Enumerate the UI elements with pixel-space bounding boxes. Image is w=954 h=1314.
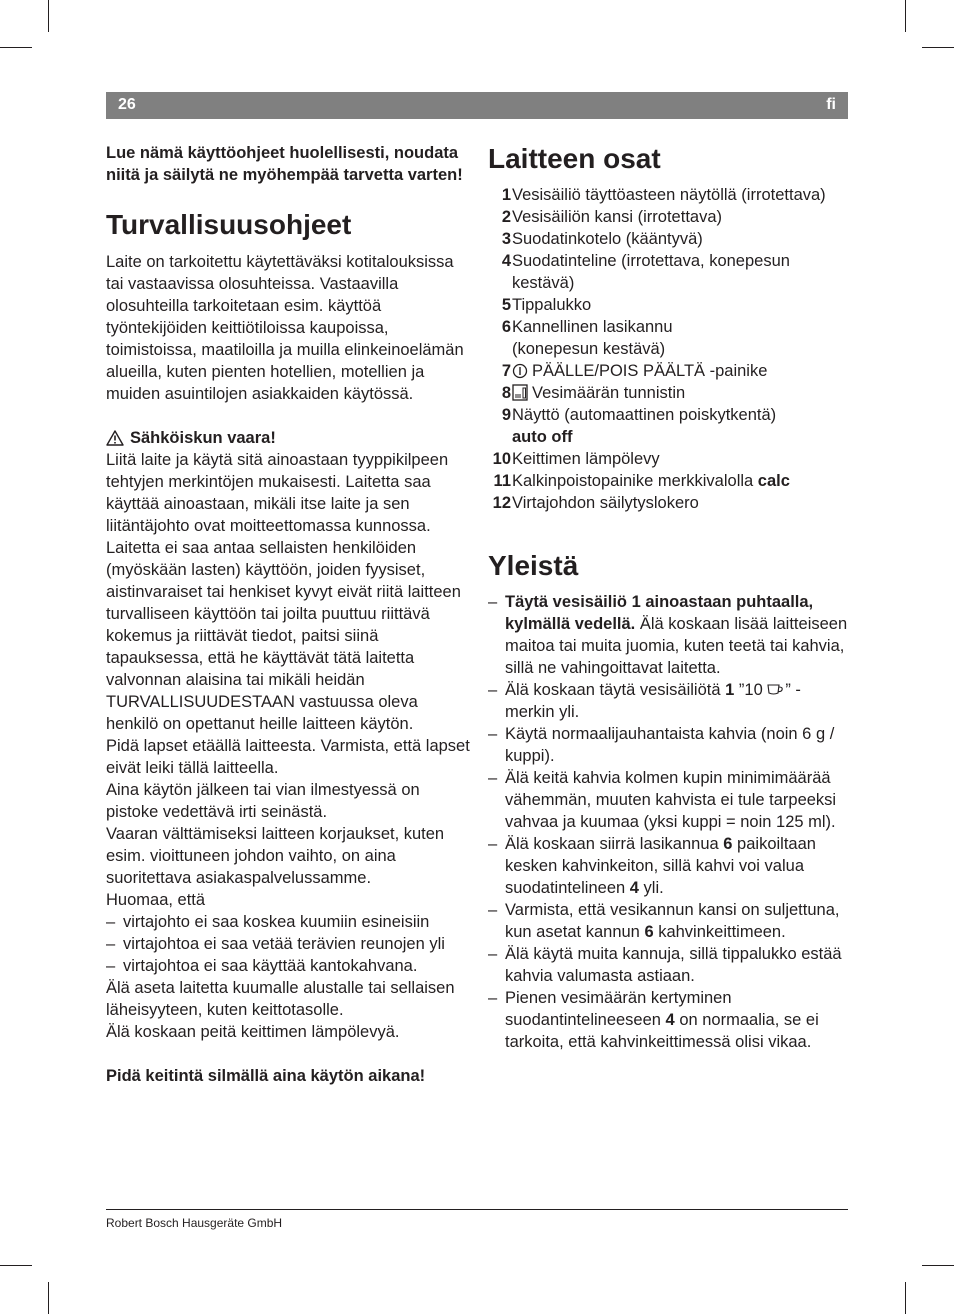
page-header-bar: [106, 92, 848, 119]
warning-heading: [106, 427, 470, 449]
part-label: auto off: [512, 428, 573, 446]
part-label: Kalkinpoistopainike merkkivalolla calc: [512, 472, 790, 490]
part-label: Vesisäiliö täyttöasteen näytöllä (irrotettava): [512, 186, 826, 204]
part-number: 10: [492, 450, 511, 468]
safety-paragraph: Aina käytön jälkeen tai vian ilmestyessä on pistoke vedettävä irti seinästä.: [106, 781, 420, 821]
safety-paragraph: Huomaa, että: [106, 891, 206, 909]
list-item: – Pienen vesimäärän kertyminen suodantintelineeseen 4 on normaalia, se ei tarkoita, että kahvinkeittimessä olisi vikaa.: [488, 987, 848, 1053]
section-title-parts: Laitteen osat: [488, 143, 661, 174]
part-number: 9: [501, 406, 511, 424]
list-item: – virtajohto ei saa koskea kuumiin esineisiin: [106, 911, 470, 933]
part-number: 5: [501, 296, 511, 314]
part-label: PÄÄLLE/POIS PÄÄLTÄ -painike: [512, 360, 849, 382]
list-item: – virtajohtoa ei saa vetää terävien reunojen yli: [106, 933, 470, 955]
cord-warnings-list: [106, 911, 470, 977]
part-label: (konepesun kestävä): [512, 340, 666, 358]
part-number: 2: [501, 208, 511, 226]
list-item: – virtajohtoa ei saa käyttää kantokahvana.: [106, 955, 470, 977]
list-item: [488, 338, 848, 360]
part-number: 4: [501, 252, 511, 270]
list-item: [488, 206, 848, 228]
list-item: – Älä koskaan täytä vesisäiliötä 1 ”10 ” -merkin yli.: [488, 679, 848, 723]
safety-paragraph: Liitä laite ja käytä sitä ainoastaan tyyppikilpeen tehtyjen merkintöjen mukaisesti. Laitetta saa käyttää ainoastaan, mikäli itse laite ja sen liitäntäjohto ovat moitteettomassa kunnossa.: [106, 451, 449, 535]
part-number: 11: [493, 472, 511, 490]
part-label: Vesimäärän tunnistin: [512, 382, 849, 404]
section-title-general: Yleistä: [488, 550, 579, 581]
part-label: Suodatinteline (irrotettava, konepesun kestävä): [512, 252, 790, 292]
cup-icon: [767, 683, 785, 696]
crop-mark: [922, 47, 954, 48]
part-number: 3: [501, 230, 511, 248]
list-item: [488, 294, 848, 316]
part-number: 8: [501, 384, 511, 402]
crop-mark: [905, 1282, 906, 1314]
left-column: [106, 142, 470, 1087]
list-item: [488, 426, 848, 448]
crop-mark: [48, 0, 49, 32]
list-item: [488, 382, 848, 404]
list-item: [488, 404, 848, 426]
part-label: Vesisäiliön kansi (irrotettava): [512, 208, 723, 226]
list-item: [488, 492, 848, 514]
list-item: [488, 470, 848, 492]
list-item: [488, 228, 848, 250]
list-item: – Älä keitä kahvia kolmen kupin minimimäärää vähemmän, muuten kahvista ei tule tarpeeksi vahvaa ja kuumaa (yksi kuppi = noin 125 ml).: [488, 767, 848, 833]
closing-note: Pidä keitintä silmällä aina käytön aikana!: [106, 1067, 426, 1085]
crop-mark: [0, 1265, 32, 1266]
list-item: [488, 360, 848, 382]
safety-paragraph: Laite on tarkoitettu käytettäväksi kotitalouksissa tai vastaavissa olosuhteissa. Vastaavilla olosuhteilla tarkoitetaan esim. käyttöä työntekijöiden keittiötiloissa kaupoissa, toimistoissa, maatiloilla ja muilla elinkeinoelämän alueilla, kuten pienten hotellien, motellien ja muiden asuintilojen asiakkaiden käytössä.: [106, 253, 464, 403]
intro-note: Lue nämä käyttöohjeet huolellisesti, noudata niitä ja säilytä ne myöhempää tarvetta varten!: [106, 144, 463, 184]
safety-paragraph: Pidä lapset etäällä laitteesta. Varmista, että lapset eivät leiki tällä laitteella.: [106, 737, 470, 777]
safety-paragraph: Älä aseta laitetta kuumalle alustalle tai sellaisen läheisyyteen, kuten keittotasolle.: [106, 979, 455, 1019]
part-label: Näyttö (automaattinen poiskytkentä): [512, 406, 777, 424]
footer-divider: [106, 1209, 848, 1210]
part-number: 7: [501, 362, 511, 380]
section-title-safety: Turvallisuusohjeet: [106, 209, 352, 240]
part-label: Virtajohdon säilytyslokero: [512, 494, 699, 512]
list-item: [488, 250, 848, 294]
part-label: Suodatinkotelo (kääntyvä): [512, 230, 703, 248]
safety-paragraph: Vaaran välttämiseksi laitteen korjaukset, kuten esim. vioittuneen johdon vaihto, on aina suoritettava asiakaspalvelussamme.: [106, 825, 445, 887]
right-column: [488, 142, 848, 1053]
crop-mark: [905, 0, 906, 32]
page-number: 26: [118, 96, 136, 113]
general-instructions-list: [488, 591, 848, 1053]
list-item: – Älä koskaan siirrä lasikannua 6 paikoiltaan kesken kahvinkeiton, sillä kahvi voi valua suodatintelineen 4 yli.: [488, 833, 848, 899]
list-item: – Varmista, että vesikannun kansi on suljettuna, kun asetat kannun 6 kahvinkeittimeen.: [488, 899, 848, 943]
crop-mark: [922, 1265, 954, 1266]
list-item: – Käytä normaalijauhantaista kahvia (noin 6 g / kuppi).: [488, 723, 848, 767]
language-code: fi: [826, 96, 836, 113]
crop-mark: [48, 1282, 49, 1314]
part-label: Tippalukko: [512, 296, 592, 314]
safety-paragraph: Älä koskaan peitä keittimen lämpölevyä.: [106, 1023, 400, 1041]
part-number: 6: [501, 318, 511, 336]
part-number: 1: [501, 186, 511, 204]
part-number: [488, 338, 511, 360]
safety-paragraph: Laitetta ei saa antaa sellaisten henkilöiden (myöskään lasten) käyttöön, joiden fyysiset, aistinvaraiset tai henkiset kyvyt eivät riitä laitteen turvalliseen käyttöön tai joilta puuttuu riittävä kokemus ja riittävät tiedot, paitsi siinä tapauksessa, että he käyttävät tätä laitetta valvonnan alaisina tai mikäli heidän TURVALLISUUDESTAAN vastuussa oleva henkilö on opettanut heille laitteen käytön.: [106, 539, 461, 733]
warning-triangle-icon: [106, 430, 124, 446]
part-label: Kannellinen lasikannu: [512, 318, 673, 336]
part-label: Keittimen lämpölevy: [512, 450, 660, 468]
list-item: – Älä käytä muita kannuja, sillä tippalukko estää kahvia valumasta astiaan.: [488, 943, 848, 987]
parts-list: [488, 184, 848, 514]
list-item: – Täytä vesisäiliö 1 ainoastaan puhtaalla, kylmällä vedellä. Älä koskaan lisää laitteiseen maitoa tai muita juomia, kuten teetä tai kahvia, sillä ne vahingoittavat laitetta.: [488, 591, 848, 679]
warning-label: Sähköiskun vaara!: [130, 429, 276, 447]
power-icon: [512, 363, 528, 379]
part-number: [488, 426, 511, 448]
list-item: [488, 316, 848, 338]
list-item: [488, 184, 848, 206]
crop-mark: [0, 47, 32, 48]
footer-company: Robert Bosch Hausgeräte GmbH: [106, 1216, 283, 1230]
part-number: 12: [492, 494, 511, 512]
water-level-sensor-icon: [512, 384, 528, 401]
list-item: [488, 448, 848, 470]
